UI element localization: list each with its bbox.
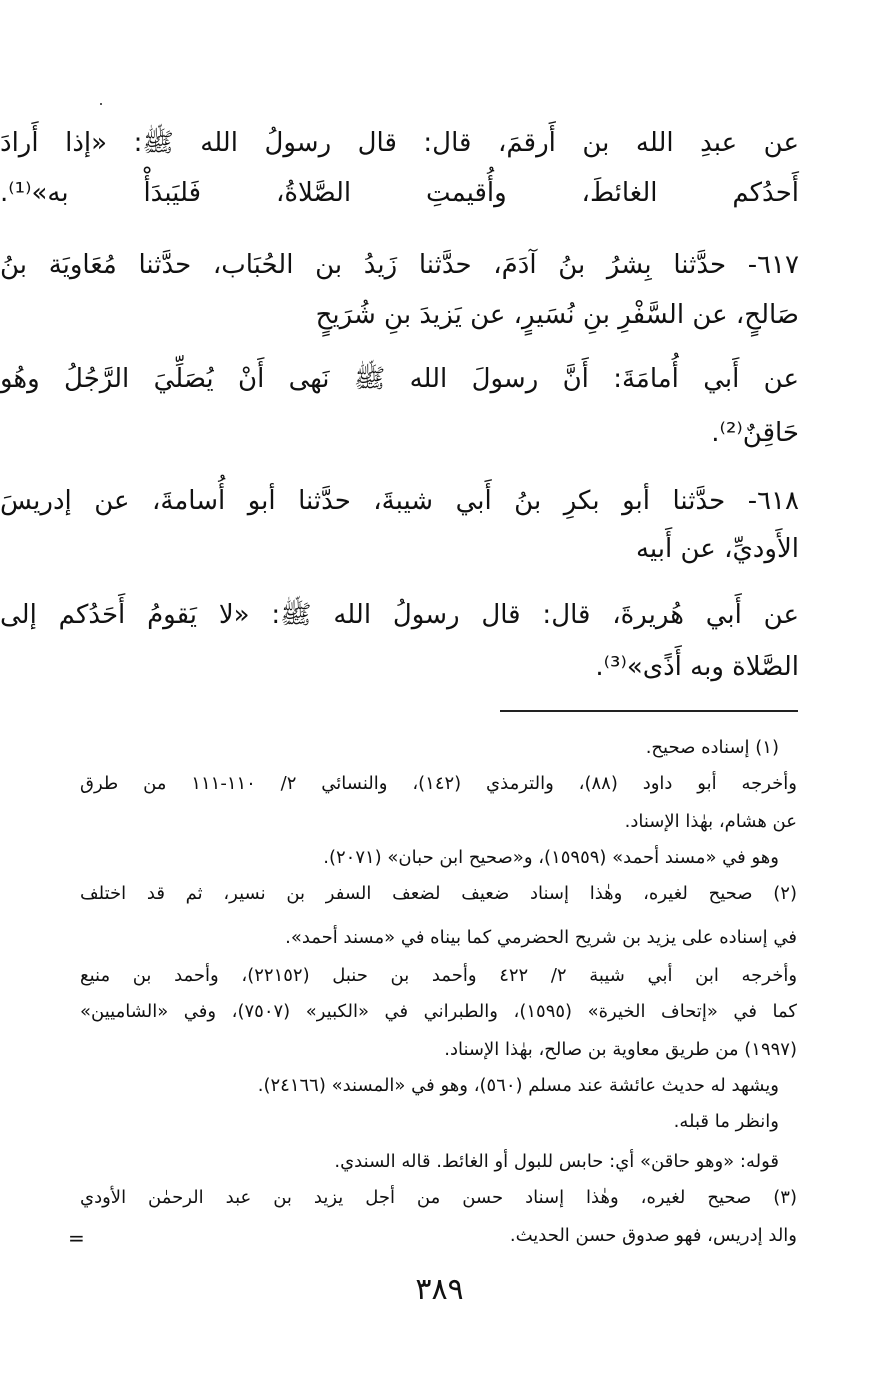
footnote-line: والد إدريس، فهو صدوق حسن الحديث. xyxy=(509,1225,797,1246)
footnote-line: وهو في «مسند أحمد» (١٥٩٥٩)، و«صحيح ابن حبان» (٢٠٧١). xyxy=(323,847,779,868)
footnote-line: (١) إسناده صحيح. xyxy=(645,737,779,758)
footnote-line: ويشهد له حديث عائشة عند مسلم (٥٦٠)، وهو في «المسند» (٢٤١٦٦). xyxy=(257,1075,779,1096)
main-line: عن أَبي هُريرةَ، قال: قال رسولُ الله ﷺ: «لا يَقومُ أَحَدُكم إلى xyxy=(0,600,799,630)
continuation-mark: = xyxy=(68,1226,85,1250)
main-line: الأَوديِّ، عن أَبيه xyxy=(635,534,799,564)
footnote-line: (٣) صحيح لغيره، وهٰذا إسناد حسن من أجل يزيد بن عبد الرحمٰن الأودي xyxy=(80,1187,797,1208)
footnote-line: وأخرجه ابن أبي شيبة ٢/ ٤٢٢ وأحمد بن حنبل (٢٢١٥٢)، وأحمد بن منيع xyxy=(80,965,798,986)
main-line: الصَّلاة وبه أَذًى»⁽³⁾. xyxy=(595,652,799,682)
main-line: عن أَبي أُمامَةَ: أَنَّ رسولَ الله ﷺ نَهى أَنْ يُصَلِّيَ الرَّجُلُ وهُو xyxy=(0,364,799,394)
footnote-line: (٢) صحيح لغيره، وهٰذا إسناد ضعيف لضعف السفر بن نسير، ثم قد اختلف xyxy=(80,883,797,904)
main-line: صَالحٍ، عن السَّفْرِ بنِ نُسَيرٍ، عن يَزيدَ بنِ شُرَيحٍ xyxy=(315,300,799,330)
footnote-separator xyxy=(500,710,798,712)
main-line: ٦١٧- حدَّثنا بِشرُ بنُ آدَمَ، حدَّثنا زَيدُ بن الحُبَاب، حدَّثنا مُعَاويَة بنُ xyxy=(0,250,799,280)
footnote-line: في إسناده على يزيد بن شريح الحضرمي كما بيناه في «مسند أحمد». xyxy=(285,927,797,948)
page-number: ٣٨٩ xyxy=(415,1272,464,1307)
main-line: أَحدُكم الغائطَ، وأُقيمتِ الصَّلاةُ، فَليَبدَأْ به»⁽¹⁾. xyxy=(0,178,799,208)
footnote-line: وانظر ما قبله. xyxy=(673,1111,779,1132)
main-line: عن عبدِ الله بن أَرقمَ، قال: قال رسولُ الله ﷺ: «إذا أَرادَ xyxy=(0,128,799,158)
footnote-line: (١٩٩٧) من طريق معاوية بن صالح، بهٰذا الإسناد. xyxy=(444,1039,797,1060)
main-line: حَاقِنٌ⁽²⁾. xyxy=(711,418,799,448)
footnote-line: قوله: «وهو حاقن» أي: حابس للبول أو الغائط. قاله السندي. xyxy=(334,1151,779,1172)
footnote-line: عن هشام، بهٰذا الإسناد. xyxy=(624,811,797,832)
main-line: ٦١٨- حدَّثنا أبو بكرِ بنُ أَبي شيبةَ، حدَّثنا أبو أُسامةَ، عن إدريسَ xyxy=(0,486,799,516)
footnote-line: كما في «إتحاف الخيرة» (١٥٩٥)، والطبراني في «الكبير» (٧٥٠٧)، وفي «الشاميين» xyxy=(80,1001,797,1022)
footnote-line: وأخرجه أبو داود (٨٨)، والترمذي (١٤٢)، والنسائي ٢/ ١١٠-١١١ من طرق xyxy=(80,773,797,794)
top-dot xyxy=(100,103,102,105)
